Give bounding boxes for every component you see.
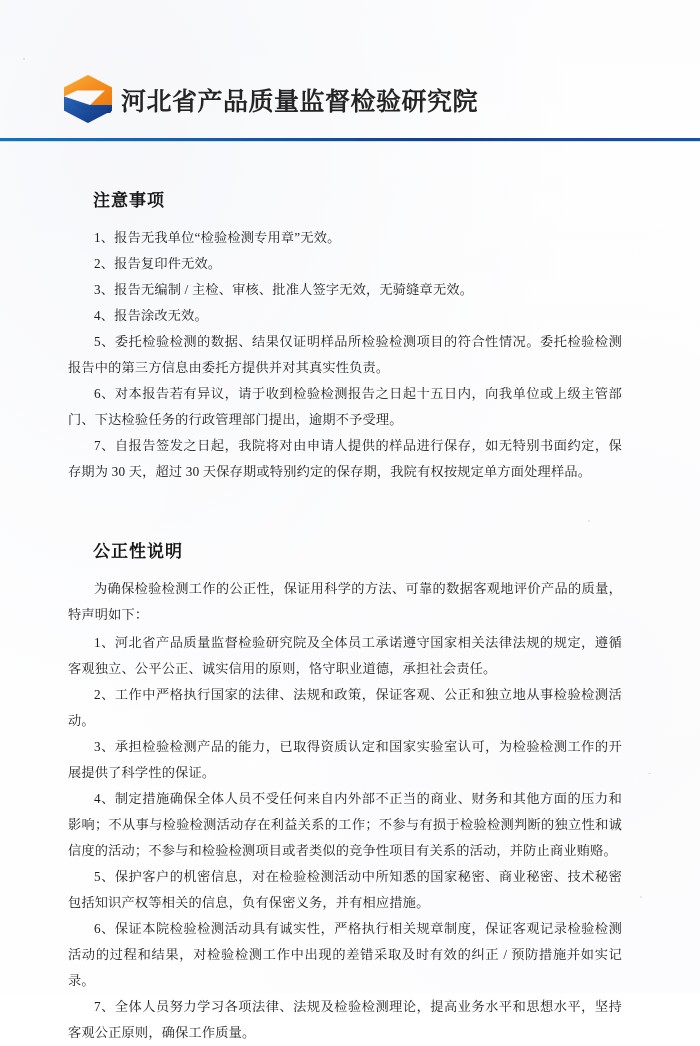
impartiality-item: 6、保证本院检验检测活动具有诚实性，严格执行相关规章制度，保证客观记录检验检测活动的过程和结果，对检验检测工作中出现的差错采取及时有效的纠正 / 预防措施并如实记录。	[68, 921, 622, 988]
section-notes-items	[0, 211, 700, 485]
section-impartiality	[0, 485, 700, 1046]
organization-title: 河北省产品质量监督检验研究院	[121, 87, 479, 116]
note-item: 7、自报告签发之日起，我院将对由申请人提供的样品进行保存，如无特别书面约定，保存期为 30 天，超过 30 天保存期或特别约定的保存期，我院有权按规定单方面处理样品。	[68, 438, 622, 479]
impartiality-item: 2、工作中严格执行国家的法律、法规和政策，保证客观、公正和独立地从事检验检测活动。	[68, 687, 622, 728]
section-impartiality-items	[0, 628, 700, 1046]
note-item: 2、报告复印件无效。	[94, 256, 222, 271]
note-item: 6、对本报告若有异议，请于收到检验检测报告之日起十五日内，向我单位或上级主管部门、下达检验任务的行政管理部门提出，逾期不予受理。	[68, 386, 622, 427]
impartiality-item: 1、河北省产品质量监督检验研究院及全体员工承诺遵守国家相关法律法规的规定，遵循客观独立、公平公正、诚实信用的原则，恪守职业道德，承担社会责任。	[68, 635, 622, 676]
section-notes-title: 注意事项	[93, 191, 165, 211]
note-item: 4、报告涂改无效。	[94, 308, 208, 323]
section-impartiality-title: 公正性说明	[93, 542, 183, 562]
impartiality-item: 3、承担检验检测产品的能力，已取得资质认定和国家实验室认可，为检验检测工作的开展提供了科学性的保证。	[68, 739, 622, 780]
note-item: 3、报告无编制 / 主检、审核、批准人签字无效，无骑缝章无效。	[94, 282, 474, 297]
impartiality-intro: 为确保检验检测工作的公正性，保证用科学的方法、可靠的数据客观地评价产品的质量，特声明如下：	[68, 581, 622, 622]
impartiality-item: 7、全体人员努力学习各项法律、法规及检验检测理论，提高业务水平和思想水平，坚持客观公正原则，确保工作质量。	[68, 999, 622, 1040]
impartiality-item: 5、保护客户的机密信息，对在检验检测活动中所知悉的国家秘密、商业秘密、技术秘密包括知识产权等相关的信息，负有保密义务，并有相应措施。	[68, 869, 622, 910]
note-item: 1、报告无我单位“检验检测专用章”无效。	[94, 230, 341, 245]
impartiality-item: 4、制定措施确保全体人员不受任何来自内外部不正当的商业、财务和其他方面的压力和影响；不从事与检验检测活动存在利益关系的工作；不参与有损于检验检测判断的独立性和诚信度的活动；不参与和检验检测项目或者类似的竞争性项目有关系的活动，并防止商业贿赂。	[68, 791, 622, 858]
note-item: 5、委托检验检测的数据、结果仅证明样品所检验检测项目的符合性情况。委托检验检测报告中的第三方信息由委托方提供并对其真实性负责。	[68, 334, 622, 375]
hexagon-z-logo-icon	[62, 74, 114, 124]
section-notes	[0, 140, 700, 485]
document-header	[0, 0, 700, 140]
document-body	[0, 140, 700, 1046]
section-impartiality-intro-wrap	[0, 562, 700, 628]
